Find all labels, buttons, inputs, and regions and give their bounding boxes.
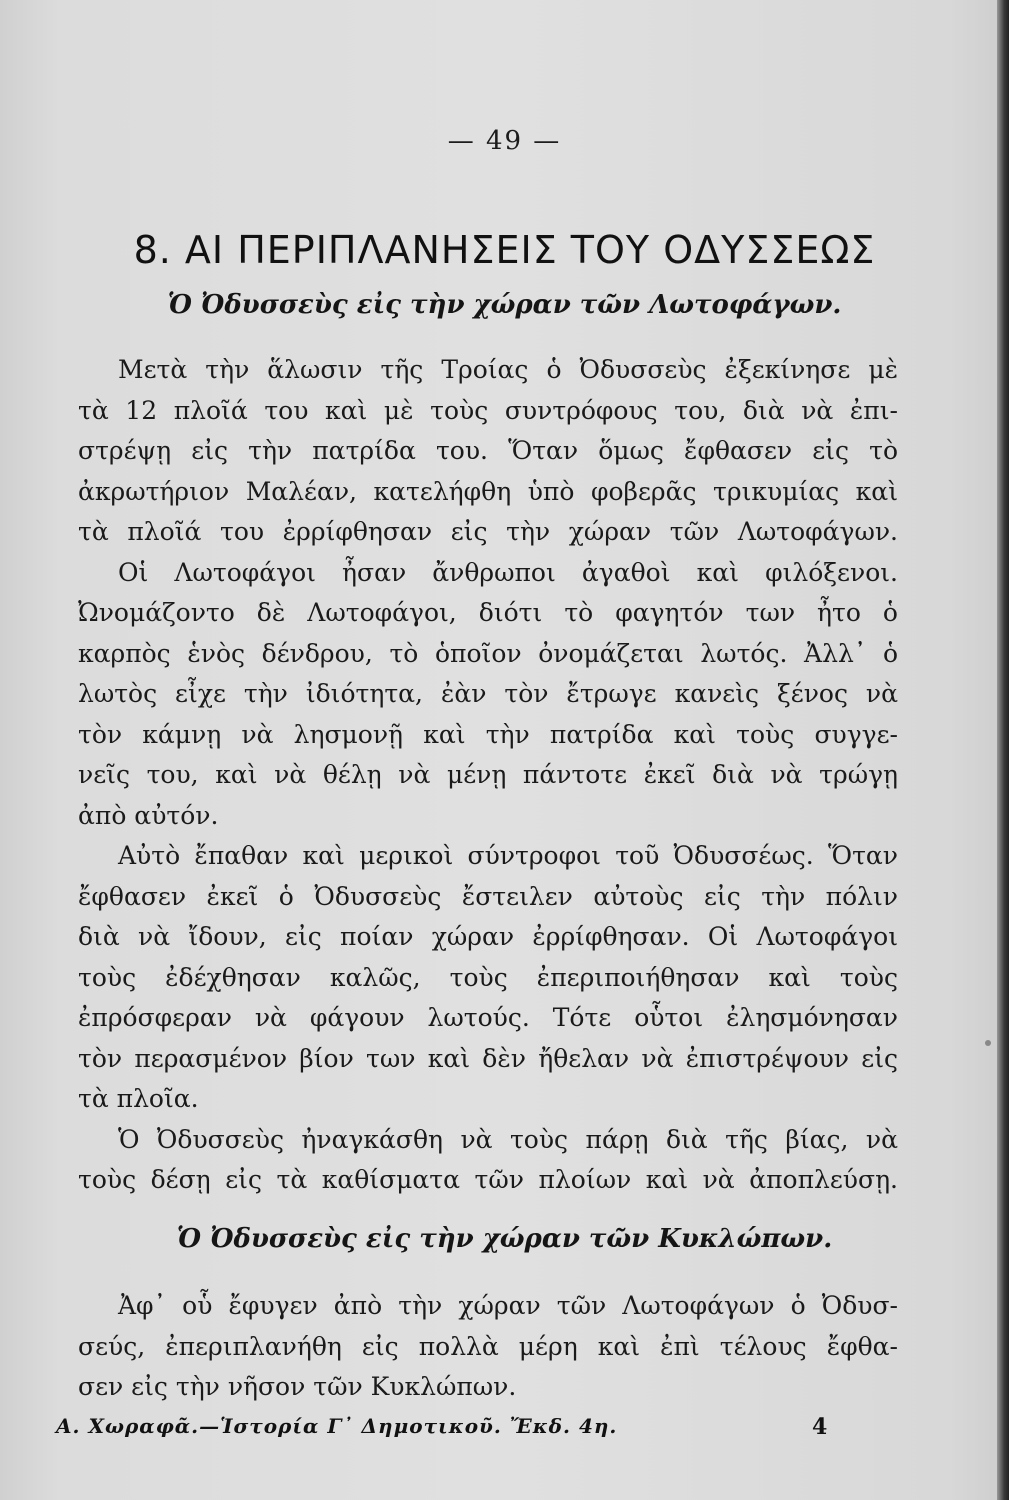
paragraph-line: λωτὸς εἶχε τὴν ἰδιότητα, ἐὰν τὸν ἔτρωγε κανεὶς ξένος νὰ [78,679,898,708]
paragraph-line: ἀπὸ αὐτόν. [78,800,219,830]
paragraph-line: Ὠνομάζοντο δὲ Λωτοφάγοι, διότι τὸ φαγητόν των ἦτο ὁ [78,598,898,627]
paragraph-line: ἔφθασεν ἐκεῖ ὁ Ὀδυσσεὺς ἔστειλεν αὐτοὺς εἰς τὴν πόλιν [78,881,898,911]
paragraph-line: στρέψῃ εἰς τὴν πατρίδα του. Ὅταν ὅμως ἔφθασεν εἰς τὸ [78,436,898,465]
paper-speck [985,1040,991,1046]
paragraph-line: τὰ πλοῖα. [78,1084,199,1113]
paragraph-line: τὰ πλοῖά του ἐρρίφθησαν εἰς τὴν χώραν τῶν Λωτοφάγων. [78,517,898,546]
paragraph-line: Οἱ Λωτοφάγοι ἦσαν ἄνθρωποι ἀγαθοὶ καὶ φιλόξενοι. [118,557,898,587]
section-heading-cyclops: Ὁ Ὀδυσσεὺς εἰς τὴν χώραν τῶν Κυκλώπων. [176,1224,833,1254]
paragraph-line: ἀκρωτήριον Μαλέαν, κατελήφθη ὑπὸ φοβερᾶς τρικυμίας καὶ [78,476,898,506]
paragraph-line: σεν εἰς τὴν νῆσον τῶν Κυκλώπων. [78,1372,517,1401]
footer-sheet-number: 4 [812,1414,828,1440]
paragraph-line: Μετὰ τὴν ἅλωσιν τῆς Τροίας ὁ Ὀδυσσεὺς ἐξεκίνησε μὲ [118,355,898,384]
section-body-cyclops [78,1286,898,1408]
page-edge-shadow [997,0,1009,1500]
section-heading-lotus-eaters: Ὁ Ὀδυσσεὺς εἰς τὴν χώραν τῶν Λωτοφάγων. [167,290,842,320]
paragraph-line: Αὐτὸ ἔπαθαν καὶ μερικοὶ σύντροφοι τοῦ Ὀδυσσέως. Ὅταν [118,841,898,870]
paragraph-line: τὸν κάμνῃ νὰ λησμονῇ καὶ τὴν πατρίδα καὶ τοὺς συγγε- [78,719,898,749]
paragraph-line: καρπὸς ἑνὸς δένδρου, τὸ ὁποῖον ὀνομάζεται λωτός. Ἀλλ᾽ ὁ [78,638,898,668]
paragraph-line: τὸν περασμένον βίον των καὶ δὲν ἤθελαν νὰ ἐπιστρέψουν εἰς [78,1043,898,1073]
paragraph-line: τὰ 12 πλοῖά του καὶ μὲ τοὺς συντρόφους του, διὰ νὰ ἐπι- [78,395,898,425]
paragraph-line: νεῖς του, καὶ νὰ θέλῃ νὰ μένῃ πάντοτε ἐκεῖ διὰ νὰ τρώγῃ [78,760,898,789]
section-body-lotus-eaters [78,350,898,1201]
page-number: — 49 — [447,126,562,156]
paragraph-line: Ἀφ᾽ οὗ ἔφυγεν ἀπὸ τὴν χώραν τῶν Λωτοφάγων ὁ Ὀδυσ- [118,1291,898,1320]
paragraph-line: Ὁ Ὀδυσσεὺς ἠναγκάσθη νὰ τοὺς πάρῃ διὰ τῆς βίας, νὰ [118,1124,898,1154]
footer-citation: Α. Χωραφᾶ.—Ἱστορία Γ᾽ Δημοτικοῦ. Ἔκδ. 4η. [56,1414,618,1438]
paragraph-line: τοὺς δέσῃ εἰς τὰ καθίσματα τῶν πλοίων καὶ νὰ ἀποπλεύσῃ. [78,1165,898,1194]
paragraph-line: διὰ νὰ ἴδουν, εἰς ποίαν χώραν ἐρρίφθησαν. Οἱ Λωτοφάγοι [78,922,898,951]
chapter-title: 8. ΑΙ ΠΕΡΙΠΛΑΝΗΣΕΙΣ ΤΟΥ ΟΔΥΣΣΕΩΣ [133,228,876,272]
paragraph-line: ἐπρόσφεραν νὰ φάγουν λωτούς. Τότε οὗτοι ἐλησμόνησαν [78,1003,898,1032]
paragraph-line: τοὺς ἐδέχθησαν καλῶς, τοὺς ἐπεριποιήθησαν καὶ τοὺς [78,962,898,992]
paragraph-line: σεύς, ἐπεριπλανήθη εἰς πολλὰ μέρη καὶ ἐπὶ τέλους ἔφθα- [78,1331,898,1361]
